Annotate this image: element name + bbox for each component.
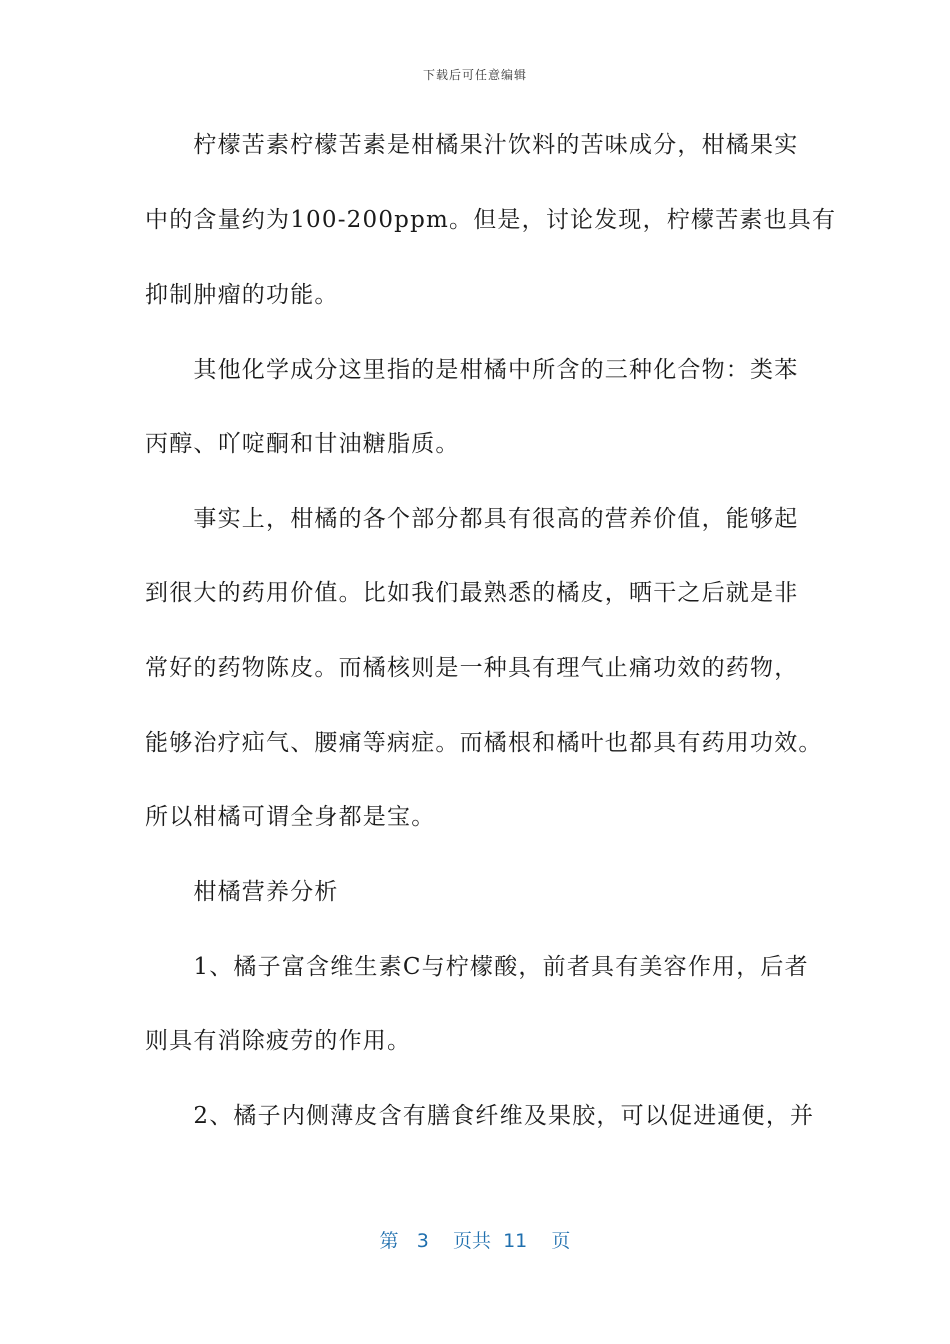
text-line: 则具有消除疲劳的作用。 (145, 1028, 412, 1054)
text-line: 1、橘子富含维生素C与柠檬酸，前者具有美容作用，后者 (145, 954, 809, 980)
footer-middle: 页共 (452, 1230, 491, 1252)
text-line: 中的含量约为100-200ppm。但是，讨论发现，柠檬苦素也具有 (145, 207, 837, 233)
footer-suffix: 页 (551, 1230, 571, 1252)
text-line: 能够治疗疝气、腰痛等病症。而橘根和橘叶也都具有药用功效。 (145, 730, 823, 756)
text-line: 柠檬苦素柠檬苦素是柑橘果汁饮料的苦味成分，柑橘果实 (145, 132, 799, 158)
text-line: 到很大的药用价值。比如我们最熟悉的橘皮，晒干之后就是非 (145, 580, 799, 606)
text-line: 2、橘子内侧薄皮含有膳食纤维及果胶，可以促进通便，并 (145, 1103, 815, 1129)
section-heading: 柑橘营养分析 (145, 879, 339, 905)
text-line: 事实上，柑橘的各个部分都具有很高的营养价值，能够起 (145, 506, 799, 532)
total-pages-number: 11 (503, 1230, 528, 1252)
text-line: 常好的药物陈皮。而橘核则是一种具有理气止痛功效的药物， (145, 655, 799, 681)
text-line: 所以柑橘可谓全身都是宝。 (145, 804, 436, 830)
page-number-footer (0, 1226, 950, 1253)
footer-prefix: 第 (379, 1230, 399, 1252)
current-page-number: 3 (416, 1230, 429, 1252)
text-line: 其他化学成分这里指的是柑橘中所含的三种化合物：类苯 (145, 357, 799, 383)
text-line: 丙醇、吖啶酮和甘油糖脂质。 (145, 431, 460, 457)
text-line: 抑制肿瘤的功能。 (145, 282, 339, 308)
header-note: 下载后可任意编辑 (422, 68, 527, 82)
